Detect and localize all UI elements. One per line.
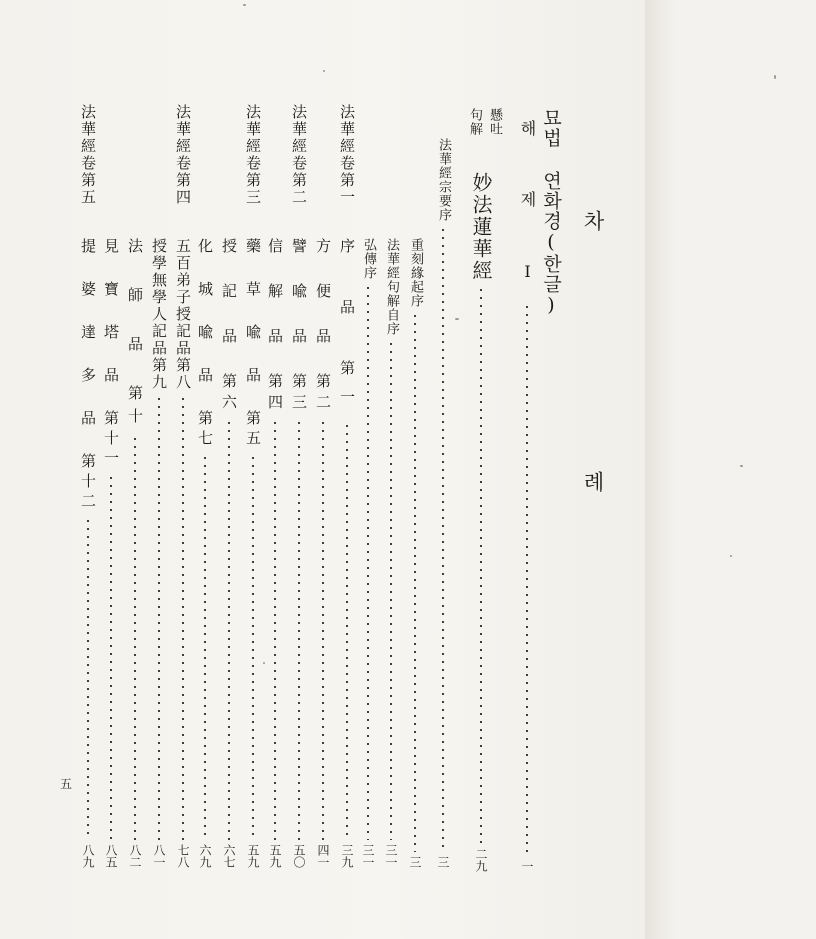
leader-dots [134, 435, 136, 840]
toc-item-title: 化 城 喩 品 第七 [196, 238, 214, 450]
page-title: 차 례 [581, 210, 605, 600]
toc-item-page: 五九 [268, 844, 282, 868]
leader-dots [526, 303, 528, 856]
toc-item-v3-3 [194, 238, 216, 868]
leader-dots [480, 286, 482, 844]
toc-item-v3-1 [242, 238, 264, 868]
ink-fleck [740, 465, 743, 467]
toc-item-v5-1 [77, 238, 99, 868]
toc-entry-page: 一 [520, 860, 534, 872]
toc-entry-front-4 [357, 238, 379, 868]
toc-entry-front-1 [432, 138, 454, 868]
toc-item-v1-2 [312, 238, 334, 868]
toc-item-title: 提 婆 達 多 品 第十二 [79, 238, 97, 513]
ink-fleck [323, 70, 325, 72]
leader-dots [110, 474, 112, 840]
toc-item-v4-3 [124, 238, 146, 868]
toc-entry-title: 法華經句解自序 [384, 238, 399, 336]
toc-item-v1-1 [336, 238, 358, 868]
leader-dots [414, 312, 416, 852]
toc-item-title: 五百弟子授記品第八 [174, 238, 192, 391]
volume-label-3 [242, 104, 264, 206]
volume-label-1 [336, 104, 358, 206]
volume-label-2 [288, 104, 310, 206]
leader-dots [346, 422, 348, 840]
toc-item-v4-2 [148, 238, 170, 868]
toc-item-title: 法 師 品 第十 [126, 238, 144, 431]
toc-entry-front-2 [404, 238, 426, 868]
toc-entry-title: 묘법 연화경(한글) [540, 108, 562, 317]
leader-dots [228, 419, 230, 840]
volume-label: 法華經卷第五 [79, 104, 97, 206]
volume-label: 法華經卷第四 [174, 104, 192, 206]
toc-entry-page: 二九 [474, 848, 488, 872]
toc-entry-page: 三 [436, 856, 450, 868]
ink-fleck [730, 555, 732, 557]
toc-item-v2-2 [264, 238, 286, 868]
toc-entry-page: 三一 [384, 844, 398, 868]
toc-item-page: 六七 [222, 844, 236, 868]
leader-dots [298, 419, 300, 840]
toc-entry-title: 弘傳序 [361, 238, 376, 280]
ink-fleck [243, 4, 246, 6]
toc-item-page: 三九 [340, 844, 354, 868]
book-gutter [645, 0, 675, 939]
toc-entry-myobeop [470, 172, 492, 872]
toc-item-page: 五〇 [292, 844, 306, 868]
toc-entry-page: 三 [408, 856, 422, 868]
leader-dots [87, 517, 89, 840]
ink-fleck [774, 75, 776, 79]
toc-entry-title: 해 제 I [518, 120, 537, 299]
toc-entry-title: 法華經宗要序 [436, 138, 451, 222]
toc-item-title: 方 便 品 第二 [314, 238, 332, 415]
toc-item-title: 信 解 品 第四 [266, 238, 284, 415]
toc-item-v4-4 [100, 238, 122, 868]
leader-dots [182, 395, 184, 840]
leader-dots [322, 419, 324, 840]
leader-dots [252, 454, 254, 840]
toc-item-title: 授學無學人記品第九 [150, 238, 168, 391]
toc-item-title: 授 記 品 第六 [220, 238, 238, 415]
leader-dots [390, 340, 392, 840]
toc-item-v2-1 [288, 238, 310, 868]
leader-dots [274, 419, 276, 840]
toc-item-page: 八二 [128, 844, 142, 868]
volume-label-4 [172, 104, 194, 206]
volume-label-5 [77, 104, 99, 206]
leader-dots [158, 395, 160, 840]
side-label-gugae: 句解 [467, 108, 482, 136]
toc-item-page: 八一 [152, 844, 166, 868]
toc-item-title: 序 品 第一 [338, 238, 356, 418]
side-label-hyeonto: 懸吐 [487, 108, 502, 136]
toc-entry-title: 重刻緣起序 [408, 238, 423, 308]
toc-item-title: 見 寶 塔 品 第十一 [102, 238, 120, 470]
volume-label: 法華經卷第三 [244, 104, 262, 206]
toc-entry-hanguel [540, 108, 562, 348]
volume-label: 法華經卷第一 [338, 104, 356, 206]
toc-item-page: 八九 [81, 844, 95, 868]
toc-item-page: 八五 [104, 844, 118, 868]
toc-entry-title: 妙法蓮華經 [469, 172, 493, 282]
toc-item-page: 七八 [176, 844, 190, 868]
leader-dots [204, 454, 206, 840]
toc-item-page: 六九 [198, 844, 212, 868]
facing-page [675, 0, 816, 939]
toc-item-v4-1 [172, 238, 194, 868]
volume-label: 法華經卷第二 [290, 104, 308, 206]
toc-item-page: 四一 [316, 844, 330, 868]
leader-dots [367, 284, 369, 840]
ink-fleck [455, 318, 459, 320]
toc-entry-front-3 [380, 238, 402, 868]
toc-item-title: 藥 草 喩 品 第五 [244, 238, 262, 450]
toc-entry-haeje [516, 120, 538, 872]
toc-entry-page: 三一 [361, 844, 375, 868]
toc-item-title: 譬 喩 品 第三 [290, 238, 308, 415]
page-number: 五 [60, 777, 73, 791]
leader-dots [442, 226, 444, 852]
toc-item-v3-2 [218, 238, 240, 868]
toc-item-page: 五九 [246, 844, 260, 868]
